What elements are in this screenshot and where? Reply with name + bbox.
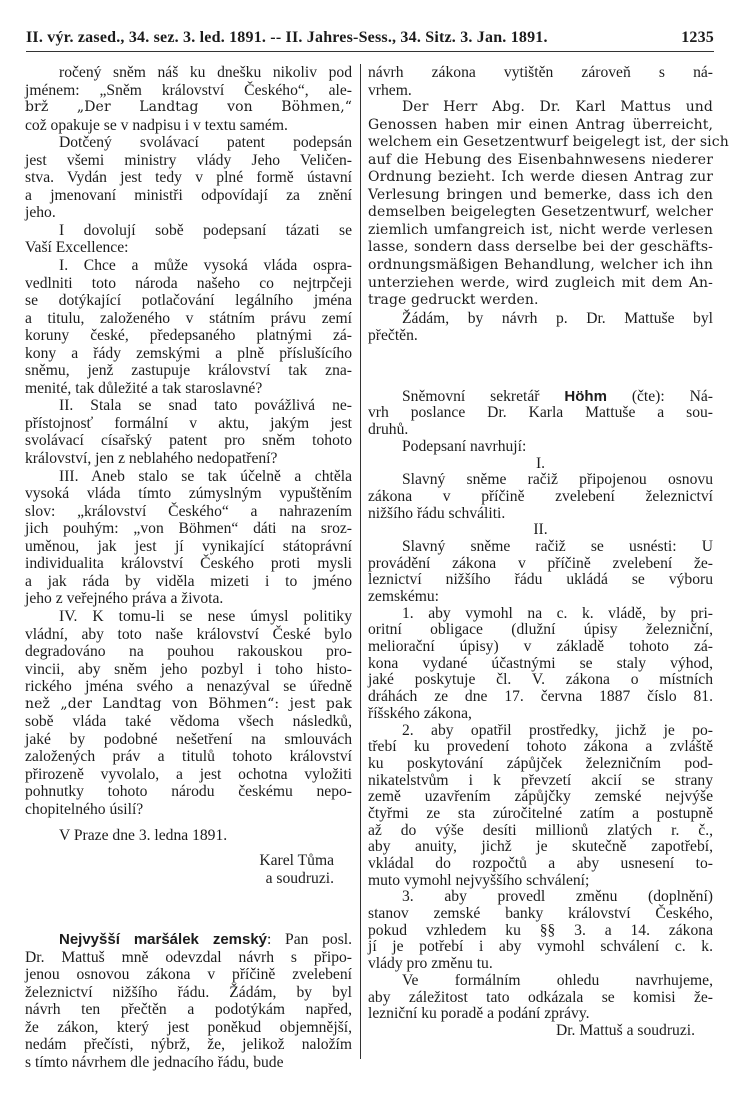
text-line: nikatelstvům i k převzetí akcií se strany bbox=[368, 771, 713, 789]
left-column bbox=[25, 64, 352, 1072]
text-line: slov: „království Českého“ a nahrazením bbox=[25, 502, 352, 520]
text-line: Podepsaní navrhují: bbox=[402, 437, 527, 455]
text-line: pohnutky tohoto národu českému nepo- bbox=[25, 783, 352, 801]
text-line bbox=[25, 931, 352, 949]
paragraph bbox=[25, 468, 352, 608]
text-line: leznictví nižšího řádu ukládá se výboru bbox=[368, 571, 713, 589]
text-line: návrh ten přečtěn a podotýkám napřed, bbox=[25, 1001, 352, 1019]
text-line: III. Aneb stalo se tak účelně a chtěla bbox=[59, 467, 352, 485]
text-line: welchem ein Gesetzentwurf beigelegt ist, der sich bbox=[368, 134, 729, 151]
paragraph bbox=[25, 134, 352, 222]
text-line: dráhách ze dne 17. června 1887 číslo 81. bbox=[368, 688, 713, 706]
paragraph bbox=[368, 439, 713, 456]
text-line: 1. aby vymohl na c. k. vládě, by pri- bbox=[402, 604, 713, 622]
text-line: Verlesung bringen und bemerke, dass ich den bbox=[368, 186, 713, 203]
text-line: druhů. bbox=[368, 421, 409, 439]
paragraph bbox=[25, 827, 352, 845]
text-line: vrhem. bbox=[368, 81, 412, 99]
text-line: auf die Hebung des Eisenbahnwesens niederer bbox=[368, 151, 713, 168]
paragraph bbox=[368, 889, 713, 972]
text-line: království, jen z neblahého nedopatření? bbox=[25, 450, 278, 468]
text-line: přístojnosť formální v aktu, jakým jest bbox=[25, 414, 352, 432]
text-line: přečtěn. bbox=[368, 327, 418, 345]
text-line: zákona v příčině zvelebení železnictví bbox=[368, 487, 713, 505]
text-line: vládní, aby toto naše království České bylo bbox=[25, 625, 352, 643]
text-line: založených práv a titulů tohoto království bbox=[25, 748, 352, 766]
paragraph bbox=[368, 522, 713, 539]
text-line: muto vymohl nejvyššího schválení; bbox=[368, 871, 590, 889]
text-line: Žádám, by návrh p. Dr. Mattuše byl bbox=[402, 309, 713, 327]
text-line: Vaší Excellence: bbox=[25, 239, 129, 257]
paragraph bbox=[368, 99, 729, 310]
paragraph bbox=[368, 973, 713, 1023]
text-line: individualita království Českého proti mysli bbox=[25, 555, 352, 573]
text-line: Slavný sněme račiž připojenou osnovu bbox=[402, 471, 713, 489]
text-line: vrh poslance Dr. Karla Mattuše a sou- bbox=[368, 404, 713, 422]
text-line: brž „Der Landtag von Böhmen,“ bbox=[25, 99, 352, 116]
text-line: unterziehen werde, wird zugleich mit dem An- bbox=[368, 274, 713, 291]
paragraph bbox=[368, 723, 713, 890]
text-line: Slavný sněme račiž se usnésti: U bbox=[402, 537, 713, 555]
text-line: země uzavřením zápůjčky zemské nejvýše bbox=[368, 788, 713, 806]
text-line: a soudruzi. bbox=[265, 869, 334, 887]
header-title: II. výr. zased., 34. sez. 3. led. 1891. -- II. Jahres-Sess., 34. Sitz. 3. Jan. 1891. bbox=[26, 29, 548, 46]
text-line: ziemlich umfangreich ist, nicht werde verlesen bbox=[368, 221, 713, 238]
text-line: Ve formálním ohledu navrhujeme, bbox=[402, 971, 713, 989]
paragraph-gap bbox=[25, 887, 352, 931]
text-line: meliorační úpisy) v základě tohoto zá- bbox=[368, 638, 713, 656]
text-line: ordnungsmäßigen Behandlung, welcher ich ihn bbox=[368, 257, 713, 274]
text-line: nedám přečísti, nýbrž, že, jelikož naložím bbox=[25, 1036, 352, 1054]
text-line: vkládal do rozpočtů a aby usnesení to- bbox=[368, 855, 713, 872]
text-line: a jmenovaní ministři odpovídají za znění bbox=[25, 186, 352, 204]
paragraph bbox=[368, 472, 713, 522]
text-line: třebí ku provedení tohoto zákona a zvláště bbox=[368, 738, 713, 756]
text-line: stanov zemské banky království Českého, bbox=[368, 905, 713, 923]
text-line: pokud vzhledem ku §§ 3. a 14. zákona bbox=[368, 921, 713, 939]
text-line: I. Chce a může vysoká vláda ospra- bbox=[59, 257, 352, 275]
text-line: aby záležitost tato odkázala se komisi že- bbox=[368, 988, 713, 1006]
right-column bbox=[368, 64, 729, 1040]
paragraph bbox=[368, 539, 713, 606]
paragraph-gap bbox=[25, 819, 352, 827]
text-line: přirozeně vyvolalo, a jest ochotna vyložiti bbox=[25, 765, 352, 783]
text-line: uměnou, jak jest jí vynikající státoprávní bbox=[25, 537, 352, 555]
paragraph-gap bbox=[25, 844, 352, 852]
text-line: Dr. Mattuš mně odevzdal návrh s připo- bbox=[25, 948, 352, 966]
text-line: jaké poskytuje čl. V. zákona o místních bbox=[368, 671, 713, 689]
text-line: se dotýkající potlačování legálního jména bbox=[25, 292, 352, 310]
page-number: 1235 bbox=[681, 29, 714, 46]
text-line: než „der Landtag von Böhmen“: jest pak bbox=[25, 695, 352, 712]
text-line: II. bbox=[533, 521, 548, 539]
text-line: I. bbox=[535, 454, 546, 472]
text-line: 3. aby provedl změnu (doplnění) bbox=[402, 888, 713, 906]
text-line: trage gedruckt werden. bbox=[368, 292, 539, 309]
text-line: IV. K tomu-li se nese úmysl politiky bbox=[59, 607, 352, 625]
text-line: jeho z veřejného práva a života. bbox=[25, 590, 224, 608]
text-line: železnictví nižšího řádu. Žádám, by byl bbox=[25, 983, 352, 1001]
text-line: jenou osnovou zákona v příčině zvelebení bbox=[25, 966, 352, 984]
text-line: V Praze dne 3. ledna 1891. bbox=[59, 826, 228, 844]
text-line: kony a řády zemskými a plně příslušícího bbox=[25, 344, 352, 362]
text-line: chopitelného úsilí? bbox=[25, 800, 144, 818]
speaker-name: Nejvyšší maršálek zemský bbox=[59, 931, 268, 949]
text-line: jeho. bbox=[25, 204, 56, 222]
paragraph bbox=[368, 456, 713, 473]
text-line bbox=[368, 389, 713, 406]
text-line: ku poskytování zápůjček železničním pod- bbox=[368, 754, 713, 772]
text-line: svolávací císařský patent pro sněm tohoto bbox=[25, 432, 352, 450]
text-line: Dr. Mattuš a soudruzi. bbox=[555, 1021, 695, 1039]
paragraph bbox=[25, 608, 352, 819]
text-line: vedlniti toto národa našeho co nejtrpčeji bbox=[25, 274, 352, 292]
text-line: aby anuity, jichž je skutečně zapotřebí, bbox=[368, 838, 713, 856]
text-line: koruny české, předepsaného platnými zá- bbox=[25, 327, 352, 345]
text-line: jménem: „Sněm království Českého“, ale- bbox=[25, 81, 352, 99]
paragraph-gap bbox=[368, 345, 713, 389]
text-line: I dovolují sobě podepsaní tázati se bbox=[59, 221, 352, 239]
text-line: Karel Tůma bbox=[259, 852, 334, 870]
text-line: II. Stala se snad tato povážlivá ne- bbox=[59, 397, 352, 415]
text-line: což opakuje se v nadpisu i v textu samém. bbox=[25, 116, 288, 134]
text-segment: : Pan posl. bbox=[267, 931, 352, 949]
paragraph bbox=[25, 64, 352, 134]
text-line: lezniční ku poradě a podání zprávy. bbox=[368, 1005, 590, 1023]
text-line: vysoká vláda tímto zúmyslným vypuštěním bbox=[25, 485, 352, 503]
text-line: oritní obligace (dlužní úpisy železniční, bbox=[368, 621, 713, 639]
text-line: degradováno na pouhou rakouskou pro- bbox=[25, 643, 352, 661]
text-line: ročený sněm náš ku dnešku nikoliv pod bbox=[59, 64, 352, 81]
text-line: vincii, aby sněm jeho pozbyl i toho histo- bbox=[25, 660, 352, 678]
text-line: Ordnung bezieht. Ich werde diesen Antrag zur bbox=[368, 169, 713, 186]
paragraph bbox=[25, 852, 352, 887]
text-segment: Sněmovní sekretář bbox=[402, 387, 565, 405]
paragraph bbox=[368, 1023, 713, 1040]
paragraph bbox=[25, 257, 352, 397]
text-line: až do výše desíti millionů zlatých r. č., bbox=[368, 821, 713, 839]
running-header bbox=[26, 29, 714, 52]
text-line: a jak ráda by viděla mizeti i to jméno bbox=[25, 572, 352, 590]
speaker-name: Höhm bbox=[564, 387, 607, 405]
paragraph bbox=[368, 64, 713, 99]
text-line: 2. aby opatřil prostředky, jichž je po- bbox=[402, 721, 713, 739]
text-line: zemskému: bbox=[368, 588, 440, 605]
text-line: demselben beigelegten Gesetzentwurf, welcher bbox=[368, 204, 713, 221]
text-line: jich pouhým: „von Böhmen“ dáti na sroz- bbox=[25, 520, 352, 538]
text-line: čtyřmi ze sta zúročitelné zatím a postupně bbox=[368, 804, 713, 822]
text-line: provádění zákona v příčině zvelebení že- bbox=[368, 554, 713, 572]
text-line: jest všemi ministry vlády Jeho Veličen- bbox=[25, 151, 352, 169]
paragraph bbox=[368, 606, 713, 723]
paragraph bbox=[368, 389, 713, 439]
paragraph bbox=[25, 931, 352, 1071]
paragraph bbox=[368, 310, 713, 345]
text-line: rického jména svého a nenazýval se úředně bbox=[25, 678, 352, 696]
text-line: Der Herr Abg. Dr. Karl Mattus und bbox=[402, 99, 713, 116]
text-line: Genossen haben mir einen Antrag überreicht, bbox=[368, 116, 713, 133]
column-divider bbox=[360, 64, 361, 1059]
text-line: Dotčený svolávací patent podepsán bbox=[59, 134, 352, 152]
text-line: sobě vláda také vědoma všech následků, bbox=[25, 713, 352, 731]
paragraph bbox=[25, 397, 352, 467]
text-segment: (čte): Ná- bbox=[606, 387, 713, 405]
text-line: že zákon, který jest poněkud objemnější, bbox=[25, 1018, 352, 1036]
text-line: jaké by podobné nešetření na smlouvách bbox=[25, 730, 352, 748]
text-line: nižšího řádu schváliti. bbox=[368, 504, 506, 522]
text-line: stva. Vydán jest tedy v plné formě ústavní bbox=[25, 169, 352, 187]
text-line: a titulu, založeného v státním právu zemí bbox=[25, 309, 352, 327]
text-line: vlády pro změnu tu. bbox=[368, 955, 493, 973]
text-line: návrh zákona vytištěn zároveň s ná- bbox=[368, 64, 713, 81]
text-line: jí je potřebí i aby vymohl schválení c. k. bbox=[368, 938, 713, 956]
text-line: kona vydané účastnými se staly výhod, bbox=[368, 654, 713, 672]
paragraph bbox=[25, 222, 352, 257]
text-line: s tímto návrhem dle jednacího řádu, bude bbox=[25, 1053, 284, 1071]
text-line: menité, tak důležité a tak staroslavné? bbox=[25, 379, 263, 397]
text-line: říšského zákona, bbox=[368, 704, 472, 722]
text-line: sněmu, jenž zastupuje království tak zna- bbox=[25, 362, 352, 380]
text-line: lasse, sondern dass derselbe bei der geschäfts- bbox=[368, 239, 713, 256]
